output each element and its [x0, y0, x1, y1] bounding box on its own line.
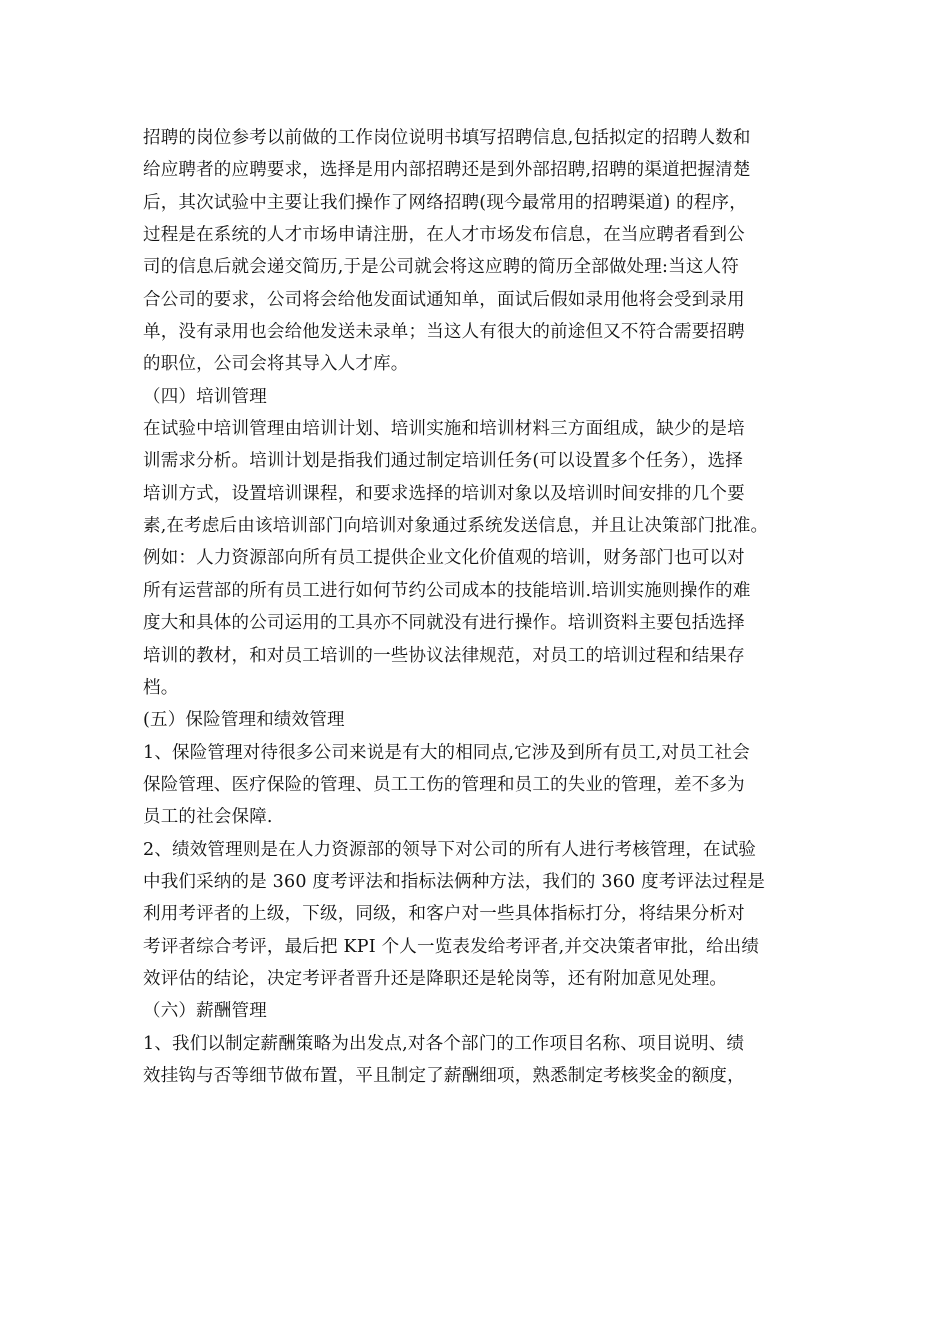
paragraph-line: 后，其次试验中主要让我们操作了网络招聘(现今最常用的招聘渠道) 的程序，	[143, 192, 747, 213]
paragraph-line: 所有运营部的所有员工进行如何节约公司成本的技能培训.培训实施则操作的难	[143, 580, 751, 601]
paragraph-line: 2、绩效管理则是在人力资源部的领导下对公司的所有人进行考核管理，在试验	[143, 839, 757, 860]
paragraph-line: 在试验中培训管理由培训计划、培训实施和培训材料三方面组成，缺少的是培	[143, 419, 745, 440]
paragraph-line: 过程是在系统的人才市场申请注册，在人才市场发布信息，在当应聘者看到公	[143, 225, 745, 246]
section-heading-training: （四）培训管理	[143, 386, 267, 407]
paragraph-line: 保险管理、医疗保险的管理、员工工伤的管理和员工的失业的管理，差不多为	[143, 774, 745, 795]
paragraph-line: 利用考评者的上级，下级，同级，和客户对一些具体指标打分，将结果分析对	[143, 904, 745, 925]
paragraph-line: 合公司的要求，公司将会给他发面试通知单，面试后假如录用他将会受到录用	[143, 289, 745, 310]
paragraph-line: 员工的社会保障.	[143, 807, 273, 828]
paragraph-line: 训需求分析。培训计划是指我们通过制定培训任务(可以设置多个任务），选择	[143, 451, 744, 472]
paragraph-line: 例如：人力资源部向所有员工提供企业文化价值观的培训，财务部门也可以对	[143, 548, 745, 569]
paragraph-line: 效评估的结论，决定考评者晋升还是降职还是轮岗等，还有附加意见处理。	[143, 968, 728, 989]
paragraph-line: 效挂钩与否等细节做布置，平且制定了薪酬细项，熟悉制定考核奖金的额度，	[143, 1065, 745, 1086]
paragraph-line: 招聘的岗位参考以前做的工作岗位说明书填写招聘信息,包括拟定的招聘人数和	[143, 128, 751, 148]
paragraph-line: 1、保险管理对待很多公司来说是有大的相同点,它涉及到所有员工,对员工社会	[143, 742, 750, 763]
paragraph-line: 1、我们以制定薪酬策略为出发点,对各个部门的工作项目名称、项目说明、绩	[143, 1033, 745, 1054]
section-heading-compensation: （六）薪酬管理	[143, 1001, 267, 1022]
paragraph-line: 给应聘者的应聘要求，选择是用内部招聘还是到外部招聘,招聘的渠道把握清楚	[143, 160, 751, 181]
paragraph-line: 的职位，公司会将其导入人才库。	[143, 354, 409, 375]
paragraph-line: 度大和具体的公司运用的工具亦不同就没有进行操作。培训资料主要包括选择	[143, 613, 745, 634]
paragraph-line: 司的信息后就会递交简历,于是公司就会将这应聘的简历全部做处理:当这人符	[143, 257, 739, 278]
section-heading-insurance-performance: (五）保险管理和绩效管理	[143, 710, 345, 731]
paragraph-line: 中我们采纳的是 360 度考评法和指标法俩种方法，我们的 360 度考评法过程是	[143, 871, 766, 892]
paragraph-line: 单，没有录用也会给他发送未录单；当这人有很大的前途但又不符合需要招聘	[143, 322, 745, 343]
paragraph-line: 档。	[143, 677, 179, 698]
paragraph-line: 培训方式，设置培训课程，和要求选择的培训对象以及培训时间安排的几个要	[143, 483, 745, 504]
paragraph-line: 素,在考虑后由该培训部门向培训对象通过系统发送信息，并且让决策部门批准。	[143, 516, 769, 537]
paragraph-line: 考评者综合考评，最后把 KPI 个人一览表发给考评者,并交决策者审批，给出绩	[143, 936, 760, 957]
document-body	[143, 122, 823, 1092]
paragraph-line: 培训的教材，和对员工培训的一些协议法律规范，对员工的培训过程和结果存	[143, 645, 745, 666]
